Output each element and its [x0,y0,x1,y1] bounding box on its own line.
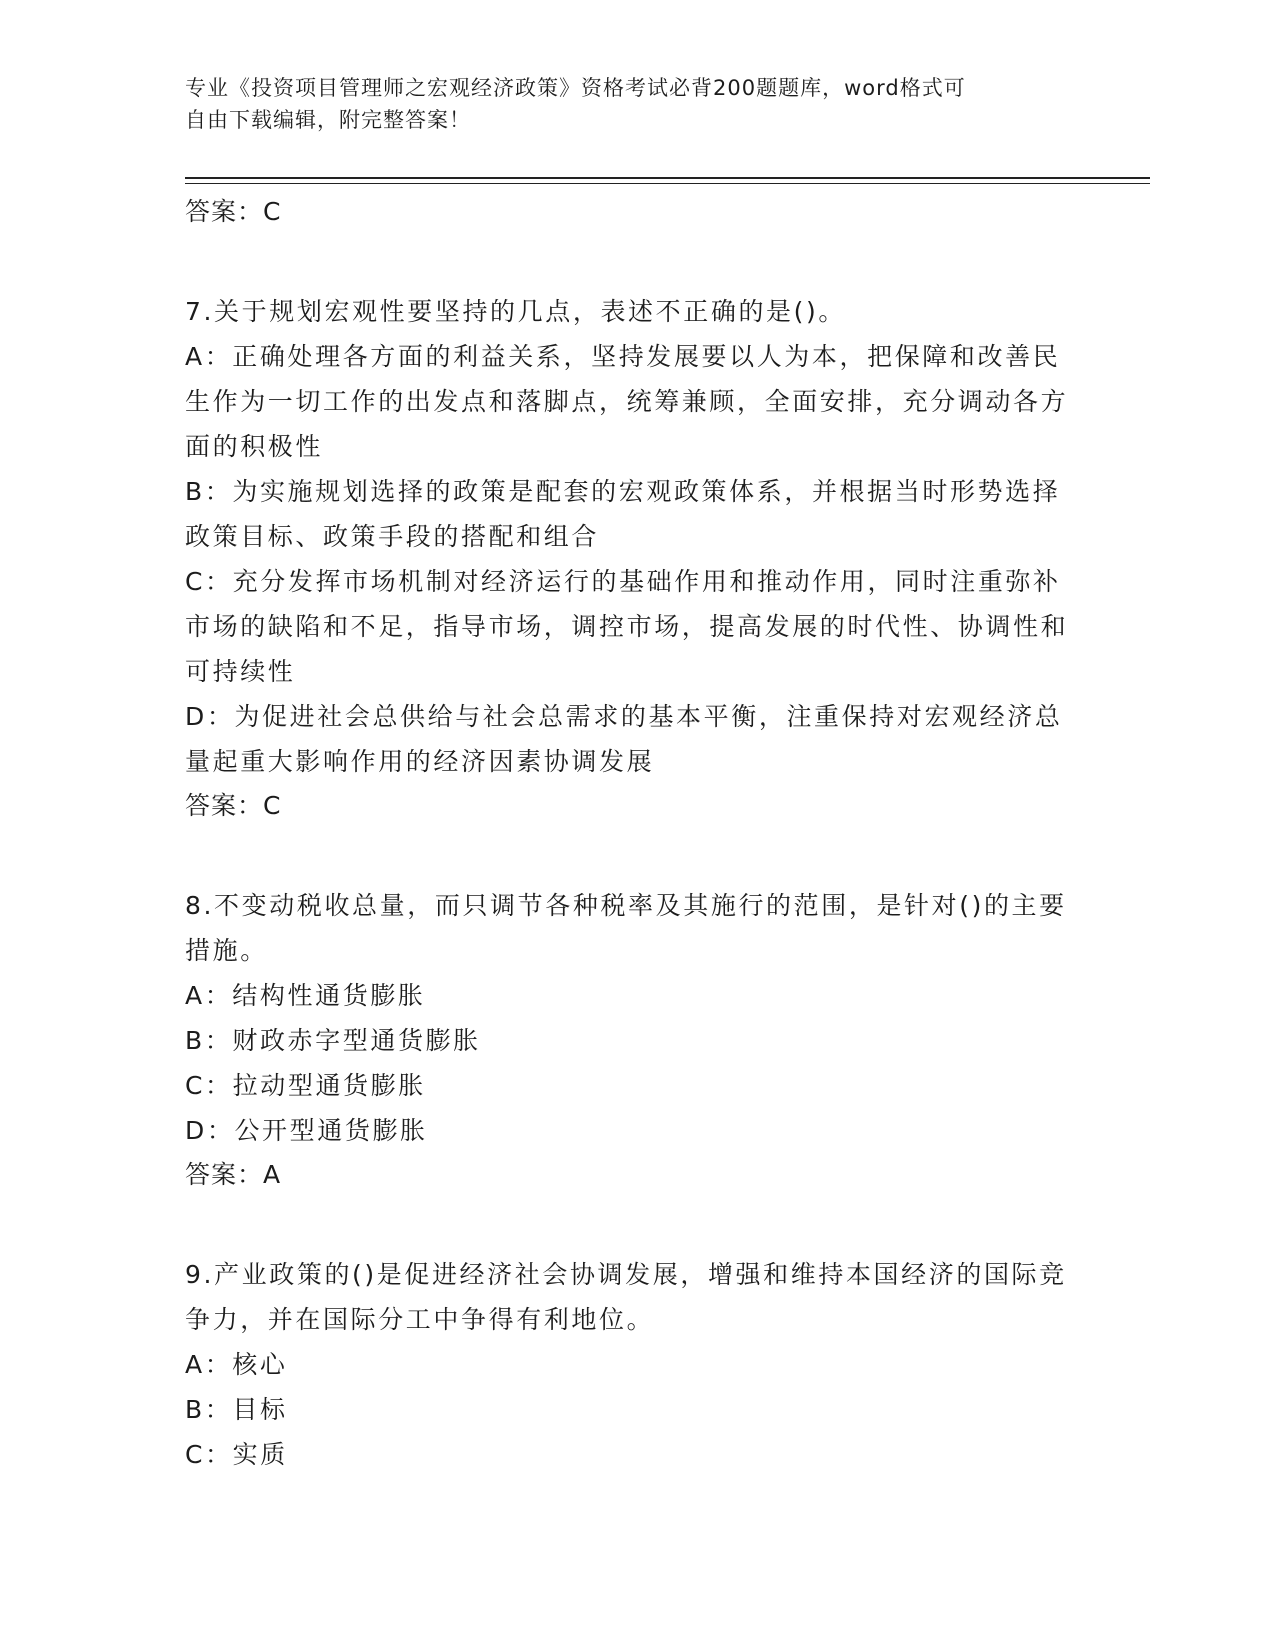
document-content [185,190,1075,1477]
answer-line: 答案：C [185,791,282,820]
question-block-8 [185,883,1075,1202]
option-a: A：结构性通货膨胀 [185,981,426,1010]
answer-line: 答案：C [185,197,282,226]
option-b: B：目标 [185,1395,288,1424]
question-stem: 8.不变动税收总量，而只调节各种税率及其施行的范围，是针对()的主要措施。 [185,891,1067,965]
question-block-9 [185,1252,1075,1477]
spacer [185,833,1075,883]
question-stem: 7.关于规划宏观性要坚持的几点，表述不正确的是()。 [185,297,846,326]
answer-line: 答案：A [185,1160,282,1189]
header-rule-thin [185,183,1150,184]
header-line-2: 自由下载编辑，附完整答案！ [185,108,471,132]
header-rule-thick [185,177,1150,179]
option-b: B：财政赤字型通货膨胀 [185,1026,481,1055]
option-d: D：公开型通货膨胀 [185,1116,428,1145]
option-b: B：为实施规划选择的政策是配套的宏观政策体系，并根据当时形势选择政策目标、政策手段的搭配和组合 [185,477,1061,551]
option-c: C：实质 [185,1440,288,1469]
spacer [185,1202,1075,1252]
document-header [185,72,1065,136]
option-a: A：正确处理各方面的利益关系，坚持发展要以人为本，把保障和改善民生作为一切工作的出发点和落脚点，统筹兼顾，全面安排，充分调动各方面的积极性 [185,342,1069,461]
header-line-1: 专业《投资项目管理师之宏观经济政策》资格考试必背200题题库，word格式可 [185,76,966,100]
spacer [185,239,1075,289]
option-a: A：核心 [185,1350,288,1379]
question-block-7 [185,289,1075,833]
question-stem: 9.产业政策的()是促进经济社会协调发展，增强和维持本国经济的国际竞争力，并在国际分工中争得有利地位。 [185,1260,1067,1334]
option-c: C：拉动型通货膨胀 [185,1071,426,1100]
option-d: D：为促进社会总供给与社会总需求的基本平衡，注重保持对宏观经济总量起重大影响作用的经济因素协调发展 [185,702,1063,776]
option-c: C：充分发挥市场机制对经济运行的基础作用和推动作用，同时注重弥补市场的缺陷和不足，指导市场，调控市场，提高发展的时代性、协调性和可持续性 [185,567,1069,686]
